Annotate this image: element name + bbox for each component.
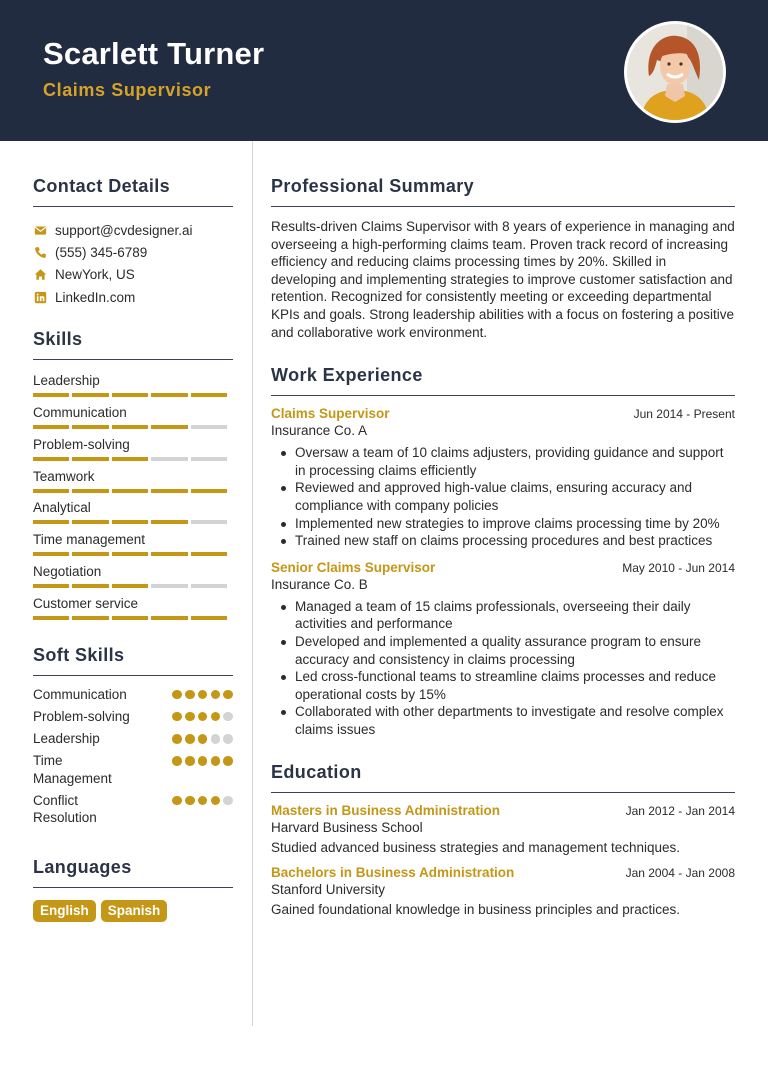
- language-badge-spanish: Spanish: [101, 900, 168, 922]
- education-date: Jan 2004 - Jan 2008: [625, 866, 735, 881]
- skill-level-segment: [72, 457, 108, 461]
- contact-phone: (555) 345-6789: [55, 244, 148, 260]
- rating-dot: [198, 796, 208, 806]
- education-school: Harvard Business School: [271, 820, 423, 836]
- education-header: [271, 865, 735, 880]
- soft-skill-rating: [172, 796, 233, 806]
- skill-level-segment: [72, 552, 108, 556]
- rating-dot: [211, 690, 221, 700]
- column-divider: [252, 141, 253, 1026]
- skill-level-bar: [33, 552, 233, 556]
- email-icon: [33, 223, 47, 237]
- skill-level-segment: [72, 393, 108, 397]
- skill-row: [33, 467, 233, 499]
- job-title: Senior Claims Supervisor: [271, 559, 436, 575]
- skill-level-segment: [112, 584, 148, 588]
- soft-skill-rating: [172, 756, 233, 766]
- rating-dot: [185, 756, 195, 766]
- candidate-name: Scarlett Turner: [43, 36, 265, 71]
- rating-dot: [172, 712, 182, 722]
- job-bullet: Trained new staff on claims processing procedures and best practices: [295, 532, 735, 550]
- soft-skill-row: [33, 752, 233, 787]
- soft-skill-row: [33, 730, 233, 748]
- rating-dot: [172, 690, 182, 700]
- left-column: [33, 141, 233, 922]
- education-section: [271, 762, 735, 917]
- education-description: Studied advanced business strategies and management techniques.: [271, 840, 681, 856]
- job-company: Insurance Co. A: [271, 423, 368, 439]
- skill-level-segment: [191, 425, 227, 429]
- skill-row: [33, 594, 233, 626]
- skill-level-segment: [112, 552, 148, 556]
- job-entry: [271, 406, 735, 550]
- rating-dot: [198, 756, 208, 766]
- skill-level-segment: [191, 584, 227, 588]
- contact-item-location: [33, 264, 233, 286]
- rating-dot: [198, 712, 208, 722]
- skill-level-segment: [151, 425, 187, 429]
- education-header: [271, 803, 735, 818]
- skill-level-segment: [191, 393, 227, 397]
- rating-dot: [185, 734, 195, 744]
- rating-dot: [211, 712, 221, 722]
- profile-photo-image: [627, 24, 723, 120]
- job-date: May 2010 - Jun 2014: [622, 560, 735, 575]
- skill-row: [33, 403, 233, 435]
- rating-dot: [185, 690, 195, 700]
- skill-row: [33, 562, 233, 594]
- skill-level-segment: [151, 457, 187, 461]
- job-bullet: Reviewed and approved high-value claims, ensuring accuracy and compliance with company policies: [295, 479, 735, 514]
- skill-name: Customer service: [33, 595, 139, 611]
- job-bullet: Managed a team of 15 claims professionals, overseeing their daily activities and performance: [295, 598, 735, 633]
- skill-level-bar: [33, 584, 233, 588]
- skill-name: Teamwork: [33, 468, 95, 484]
- skill-level-bar: [33, 616, 233, 620]
- skill-level-segment: [191, 489, 227, 493]
- skill-level-segment: [191, 552, 227, 556]
- skill-level-segment: [191, 520, 227, 524]
- skill-level-bar: [33, 457, 233, 461]
- soft-skills-section: [33, 645, 233, 827]
- skill-level-segment: [191, 616, 227, 620]
- skill-level-segment: [33, 425, 69, 429]
- job-bullet: Collaborated with other departments to investigate and resolve complex claims issues: [295, 703, 735, 738]
- skill-level-segment: [33, 552, 69, 556]
- soft-skill-rating: [172, 690, 233, 700]
- soft-skills-heading: Soft Skills: [33, 645, 233, 676]
- skill-level-segment: [112, 616, 148, 620]
- skill-level-segment: [33, 393, 69, 397]
- soft-skill-row: [33, 686, 233, 704]
- skill-level-segment: [191, 457, 227, 461]
- contact-list: [33, 219, 233, 308]
- home-icon: [33, 268, 47, 282]
- skill-level-segment: [151, 616, 187, 620]
- skill-row: [33, 530, 233, 562]
- language-list: [33, 900, 233, 922]
- education-degree: Bachelors in Business Administration: [271, 865, 515, 881]
- job-bullet: Led cross-functional teams to streamline claims processes and reduce operational costs by 15%: [295, 668, 735, 703]
- rating-dot: [223, 734, 233, 744]
- languages-heading: Languages: [33, 857, 233, 888]
- contact-heading: Contact Details: [33, 176, 233, 207]
- soft-skill-row: [33, 792, 233, 827]
- job-company: Insurance Co. B: [271, 576, 368, 592]
- rating-dot: [172, 756, 182, 766]
- soft-skill-name: Time Management: [33, 753, 112, 786]
- skill-level-segment: [151, 393, 187, 397]
- rating-dot: [223, 796, 233, 806]
- phone-icon: [33, 245, 47, 259]
- rating-dot: [185, 712, 195, 722]
- rating-dot: [211, 796, 221, 806]
- soft-skill-rating: [172, 712, 233, 722]
- job-bullet: Implemented new strategies to improve claims processing time by 20%: [295, 515, 735, 533]
- skill-level-segment: [151, 520, 187, 524]
- skill-level-segment: [33, 457, 69, 461]
- skill-name: Analytical: [33, 500, 91, 516]
- skill-level-segment: [72, 489, 108, 493]
- skill-level-bar: [33, 425, 233, 429]
- skill-level-bar: [33, 520, 233, 524]
- contact-linkedin: LinkedIn.com: [55, 289, 136, 305]
- skill-level-segment: [151, 584, 187, 588]
- rating-dot: [223, 712, 233, 722]
- rating-dot: [198, 690, 208, 700]
- contact-location: NewYork, US: [55, 267, 135, 283]
- job-header: [271, 560, 735, 575]
- profile-photo: [624, 21, 726, 123]
- skill-level-bar: [33, 489, 233, 493]
- soft-skill-name: Communication: [33, 686, 127, 702]
- skill-name: Communication: [33, 404, 127, 420]
- education-school: Stanford University: [271, 882, 386, 898]
- skill-level-segment: [112, 457, 148, 461]
- skill-name: Leadership: [33, 373, 100, 389]
- skill-name: Negotiation: [33, 563, 102, 579]
- rating-dot: [223, 690, 233, 700]
- education-entry: [271, 803, 735, 855]
- work-experience-heading: Work Experience: [271, 365, 735, 396]
- job-header: [271, 406, 735, 421]
- contact-email: support@cvdesigner.ai: [55, 222, 193, 238]
- resume-header: [0, 0, 768, 141]
- skill-level-segment: [151, 489, 187, 493]
- contact-item-email[interactable]: [33, 219, 233, 241]
- education-entry: [271, 865, 735, 917]
- soft-skill-name: Conflict Resolution: [33, 792, 97, 826]
- right-column: [271, 141, 735, 917]
- skill-level-segment: [112, 393, 148, 397]
- skill-level-segment: [112, 520, 148, 524]
- skill-level-bar: [33, 393, 233, 397]
- skill-level-segment: [72, 584, 108, 588]
- skill-level-segment: [72, 425, 108, 429]
- skill-level-segment: [33, 584, 69, 588]
- languages-section: [33, 857, 233, 922]
- skill-name: Time management: [33, 532, 146, 548]
- summary-section: [271, 176, 735, 341]
- skills-heading: Skills: [33, 329, 233, 360]
- education-description: Gained foundational knowledge in business principles and practices.: [271, 902, 681, 918]
- rating-dot: [223, 756, 233, 766]
- skill-row: [33, 435, 233, 467]
- linkedin-icon: [33, 290, 47, 304]
- job-bullets: [271, 444, 735, 550]
- summary-heading: Professional Summary: [271, 176, 735, 207]
- skill-name: Problem-solving: [33, 436, 130, 452]
- soft-skill-name: Problem-solving: [33, 708, 130, 724]
- skill-level-segment: [72, 616, 108, 620]
- skill-row: [33, 498, 233, 530]
- rating-dot: [172, 734, 182, 744]
- contact-item-phone[interactable]: [33, 241, 233, 263]
- job-entry: [271, 560, 735, 739]
- candidate-title: Claims Supervisor: [43, 80, 212, 100]
- language-badge-english: English: [33, 900, 96, 922]
- work-experience-section: [271, 365, 735, 738]
- skill-level-segment: [112, 425, 148, 429]
- summary-text: Results-driven Claims Supervisor with 8 years of experience in managing and overseeing a high-performing claims team. Proven track record of increasing efficiency and reducing claims processing times by 20%. Skilled in developing and implementing strategies to improve customer satisfaction and retention. Recognized for consistently meeting or exceeding departmental KPIs and goals. Strong leadership abilities with a focus on fostering a positive and collaborative work environment.: [271, 219, 735, 340]
- skill-level-segment: [33, 616, 69, 620]
- soft-skill-name: Leadership: [33, 731, 100, 747]
- job-date: Jun 2014 - Present: [633, 407, 735, 422]
- skill-level-segment: [33, 520, 69, 524]
- job-bullets: [271, 598, 735, 739]
- job-bullet: Developed and implemented a quality assurance program to ensure accuracy and consistency in claims processing: [295, 633, 735, 668]
- skill-list: [33, 371, 233, 625]
- soft-skill-row: [33, 708, 233, 726]
- education-degree: Masters in Business Administration: [271, 803, 501, 819]
- rating-dot: [172, 796, 182, 806]
- job-title: Claims Supervisor: [271, 406, 390, 422]
- skill-level-segment: [72, 520, 108, 524]
- skills-section: [33, 329, 233, 625]
- soft-skill-rating: [172, 734, 233, 744]
- contact-item-linkedin[interactable]: [33, 286, 233, 308]
- soft-skill-list: [33, 686, 233, 827]
- skill-row: [33, 371, 233, 403]
- job-bullet: Oversaw a team of 10 claims adjusters, providing guidance and support in processing claims efficiently: [295, 444, 735, 479]
- education-heading: Education: [271, 762, 735, 793]
- contact-section: [33, 176, 233, 308]
- rating-dot: [198, 734, 208, 744]
- skill-level-segment: [33, 489, 69, 493]
- education-date: Jan 2012 - Jan 2014: [625, 804, 735, 819]
- rating-dot: [185, 796, 195, 806]
- rating-dot: [211, 756, 221, 766]
- rating-dot: [211, 734, 221, 744]
- skill-level-segment: [112, 489, 148, 493]
- skill-level-segment: [151, 552, 187, 556]
